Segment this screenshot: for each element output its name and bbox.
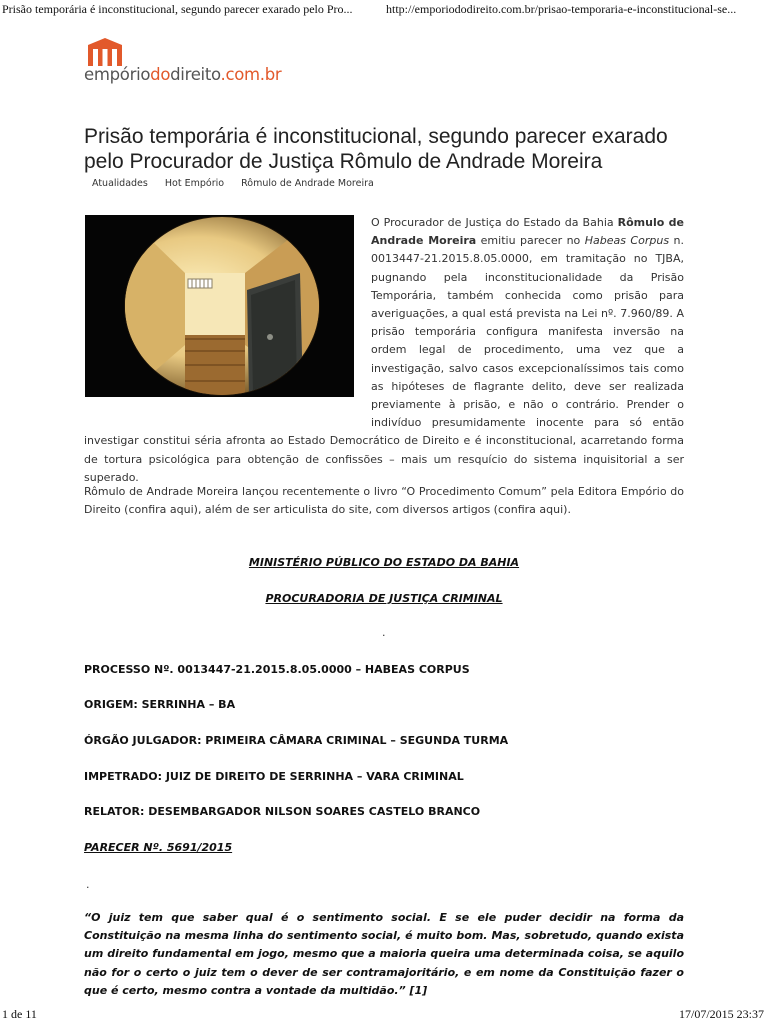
logo-building-icon (88, 38, 122, 66)
article-tags (92, 178, 388, 189)
heading-ministerio: MINISTÉRIO PÚBLICO DO ESTADO DA BAHIA (248, 556, 520, 569)
print-header-url: http://emporiododireito.com.br/prisao-temporaria-e-inconstitucional-se... (386, 2, 737, 16)
field-relator: RELATOR: DESEMBARGADOR NILSON SOARES CASTELO BRANCO (84, 805, 481, 818)
parecer-number: PARECER Nº. 5691/2015 (84, 841, 233, 854)
tag-link[interactable]: Atualidades (92, 178, 148, 189)
article-title: Prisão temporária é inconstitucional, segundo parecer exarado pelo Procurador de Justiça Rômulo de Andrade Moreira (84, 125, 668, 173)
print-header (0, 0, 768, 18)
field-processo: PROCESSO Nº. 0013447-21.2015.8.05.0000 – HABEAS CORPUS (84, 663, 470, 676)
page-counter: 1 de 11 (2, 1007, 37, 1021)
print-header-title: Prisão temporária é inconstitucional, segundo parecer exarado pelo Pro... (2, 2, 353, 16)
dot-separator: . (382, 626, 386, 639)
field-impetrado: IMPETRADO: JUIZ DE DIREITO DE SERRINHA – VARA CRIMINAL (84, 770, 464, 783)
logo-wordmark: empóriododireito.com.br (84, 65, 282, 84)
author-name: Rômulo de Andrade Moreira (371, 216, 684, 248)
dot-separator: . (86, 878, 90, 891)
tag-link[interactable]: Hot Empório (164, 178, 225, 189)
tag-link[interactable]: Rômulo de Andrade Moreira (241, 178, 374, 189)
print-footer (0, 1004, 768, 1024)
epigraph-quote: “O juiz tem que saber qual é o sentimento social. E se ele puder decidir na forma da Constituição na mesma linha do sentimento social, é muito bom. Mas, sobretudo, quando exista um direito fundamental em jogo, mesmo que a maioria queira uma determinada coisa, se aquilo não for o certo o juiz tem o dever de ser contramajoritário, e em nome da Constituição fazer o que é certo, mesmo contra a vontade da multidão.” [1] (84, 911, 684, 997)
site-logo[interactable] (84, 38, 304, 88)
print-timestamp: 17/07/2015 23:37 (678, 1007, 764, 1021)
article-intro: O Procurador de Justiça do Estado da Bahia Rômulo de Andrade Moreira emitiu parecer no Habeas Corpus n. 0013447-21.2015.8.05.0000, em tramitação no TJBA, pugnando pela inconstitucionalidade da Prisão Temporária, também conhecida como prisão para averiguações, a qual está prevista na Lei nº. 7.960/89. A prisão temporária configura manifesta inversão na ordem legal de procedimento, uma vez que a investigação, salvo casos excepcionalíssimos tais como as hipóteses de flagrante delito, deve ser realizada previamente à prisão, e não o contrário. Prender o indivíduo presumidamente inocente para só então investigar constitui séria afronta ao Estado Democrático de Direito e é inconstitucional, acarretando forma de tortura psicológica para obtenção de confissões – mais um resquício do sistema inquisitorial a ser superado. (84, 216, 684, 484)
field-origem: ORIGEM: SERRINHA – BA (84, 698, 236, 711)
article-paragraph: Rômulo de Andrade Moreira lançou recentemente o livro “O Procedimento Comum” pela Editora Empório do Direito (confira aqui), além de ser articulista do site, com diversos artigos (confira aqui). (84, 485, 684, 517)
field-orgao-julgador: ÓRGÃO JULGADOR: PRIMEIRA CÂMARA CRIMINAL – SEGUNDA TURMA (84, 734, 509, 747)
heading-procuradoria: PROCURADORIA DE JUSTIÇA CRIMINAL (265, 592, 503, 605)
